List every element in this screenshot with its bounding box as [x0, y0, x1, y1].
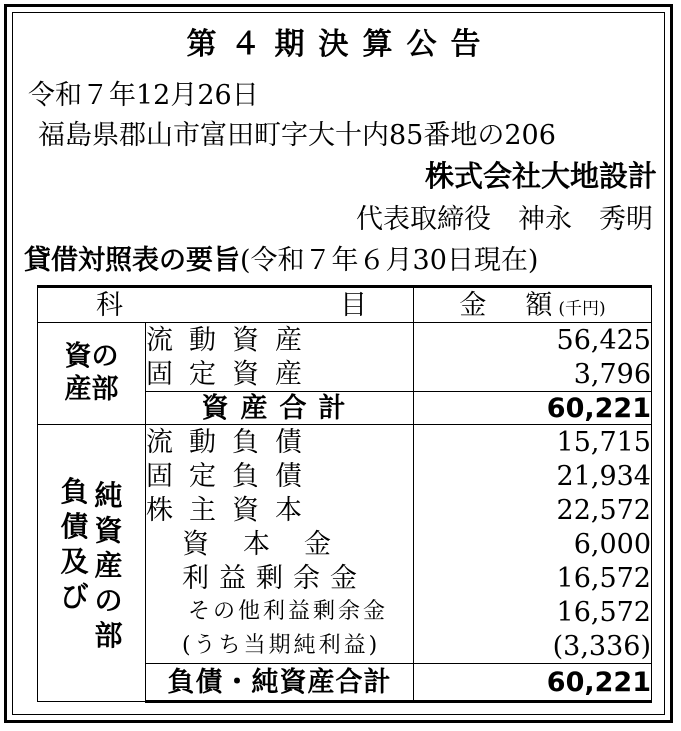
group-label-char: 債 [60, 509, 89, 543]
group-label-char: 産 [94, 548, 123, 582]
company-name: 株式会社大地設計 [424, 159, 657, 193]
row-value: 6,000 [414, 527, 652, 561]
header-account-a: 科 [96, 289, 129, 321]
group-label-char: 純 [94, 478, 123, 512]
row-value: 56,425 [414, 323, 652, 358]
group-label-char: の [94, 583, 123, 617]
header-amount [414, 287, 652, 323]
header-account-b: 目 [340, 289, 373, 321]
row-value: 16,572 [414, 595, 652, 629]
row-value: 21,934 [414, 459, 652, 493]
row-label: 株主資本 [146, 493, 414, 527]
row-label: 利益剰余金 [146, 561, 414, 595]
heading-date: (令和７年６月30日現在) [240, 245, 539, 276]
assets-total-value: 60,221 [414, 392, 652, 425]
company-address: 福島県郡山市富田町字大十内85番地の206 [38, 120, 556, 151]
notice-title: 第４期決算公告 [186, 27, 495, 62]
header-unit: (千円) [558, 298, 606, 319]
liabilities-total-value: 60,221 [414, 664, 652, 702]
table-header-row [38, 287, 652, 323]
section-heading [24, 247, 538, 274]
header-amount-label: 金 額 [459, 289, 559, 321]
assets-group-label [38, 323, 146, 425]
liabilities-total-label: 負債・純資産合計 [146, 664, 414, 702]
row-label: その他利益剰余金 [146, 595, 414, 629]
group-label-char: 資 [94, 513, 123, 547]
assets-total-label: 資産合計 [146, 392, 414, 425]
group-label-char: 負 [60, 474, 89, 508]
notice-date: 令和７年12月26日 [28, 80, 259, 111]
row-value: 16,572 [414, 561, 652, 595]
row-value: 22,572 [414, 493, 652, 527]
row-label: 固定資産 [146, 357, 414, 392]
liabilities-group-label [38, 425, 146, 702]
group-label-char: び [60, 579, 89, 613]
liabilities-group-col1 [60, 474, 88, 653]
liabilities-group-col2 [95, 474, 123, 653]
table-row [38, 425, 652, 460]
header-account [38, 287, 414, 323]
row-value: 15,715 [414, 425, 652, 460]
representative: 代表取締役 神永 秀明 [356, 204, 653, 235]
row-label: 流動負債 [146, 425, 414, 460]
row-label: (うち当期純利益) [146, 629, 414, 664]
row-value: (3,336) [414, 629, 652, 664]
row-label: 流動資産 [146, 323, 414, 358]
row-label: 資本金 [146, 527, 414, 561]
assets-group-line1: 資の [64, 341, 119, 373]
heading-main: 貸借対照表の要旨 [24, 245, 240, 276]
balance-sheet-table [37, 285, 652, 703]
assets-group-line2: 産部 [64, 373, 119, 405]
group-label-char: 及 [60, 544, 89, 578]
table-row [38, 323, 652, 358]
row-label: 固定負債 [146, 459, 414, 493]
group-label-char: 部 [94, 618, 123, 652]
row-value: 3,796 [414, 357, 652, 392]
